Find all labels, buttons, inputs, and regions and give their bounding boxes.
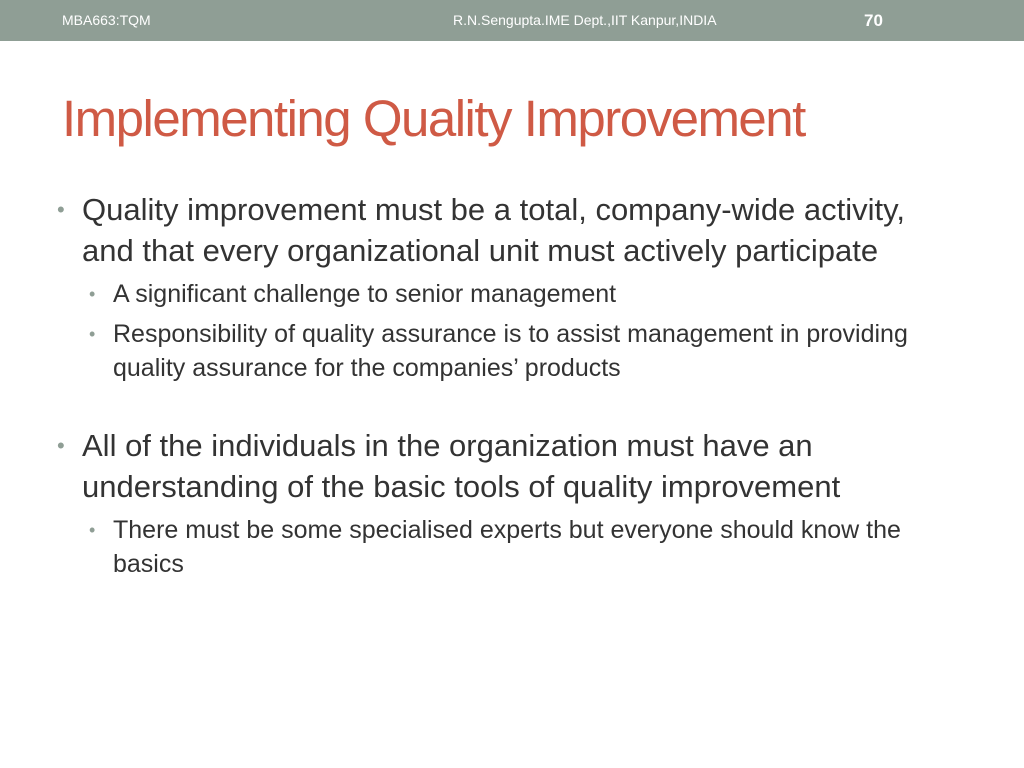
sub-bullet-item (57, 277, 937, 311)
header-bar (0, 0, 1024, 41)
sub-bullet-item (57, 317, 937, 385)
bullet-item (57, 189, 937, 271)
bullet-dot-icon: • (89, 284, 96, 304)
bullet-item (57, 425, 937, 507)
sub-bullet-item (57, 513, 937, 581)
sub-bullet-text: A significant challenge to senior management (113, 280, 617, 308)
bullet-dot-icon: • (89, 324, 96, 344)
page-number: 70 (864, 11, 883, 30)
slide-content (57, 189, 937, 581)
sub-bullet-text: Responsibility of quality assurance is to assist management in providing quality assurance for the companies’ products (113, 320, 908, 382)
bullet-dot-icon: • (57, 197, 65, 222)
sub-bullet-text: There must be some specialised experts but everyone should know the basics (113, 516, 901, 578)
bullet-dot-icon: • (89, 520, 96, 540)
bullet-text: Quality improvement must be a total, company-wide activity, and that every organizational unit must actively participate (82, 192, 905, 268)
course-code: MBA663:TQM (62, 12, 151, 28)
bullet-text: All of the individuals in the organization must have an understanding of the basic tools of quality improvement (82, 428, 841, 504)
author-info: R.N.Sengupta.IME Dept.,IIT Kanpur,INDIA (453, 12, 717, 28)
bullet-dot-icon: • (57, 433, 65, 458)
slide-title: Implementing Quality Improvement (62, 90, 805, 147)
spacer (57, 385, 937, 425)
